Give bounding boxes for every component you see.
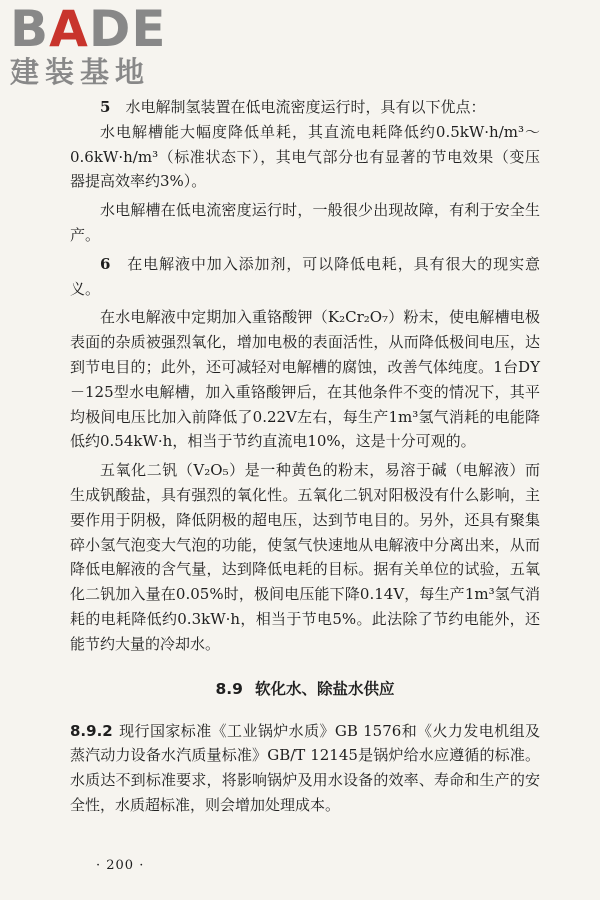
- paragraph-item-5: 5 水电解制氢装置在低电流密度运行时，具有以下优点：: [100, 98, 486, 116]
- paragraph: 水电解槽在低电流密度运行时，一般很少出现故障，有利于安全生产。: [70, 201, 540, 244]
- page-body: [70, 95, 540, 818]
- clause-paragraph: 8.9.2 现行国家标准《工业锅炉水质》GB 1576和《火力发电机组及蒸汽动力设备水汽质量标准》GB/T 12145是锅炉给水应遵循的标准。水质达不到标准要求，将影响锅炉及用水设备的效率、寿命和生产的安全性，水质超标准，则会增加处理成本。: [70, 721, 540, 814]
- section-heading: 8.9 软化水、除盐水供应: [215, 679, 395, 698]
- logo-wordmark: BADE: [10, 0, 167, 58]
- clause-number: 8.9.2: [70, 721, 113, 740]
- paragraph: 在水电解液中定期加入重铬酸钾（K₂Cr₂O₇）粉末，使电解槽电极表面的杂质被强烈氧化，增加电极的表面活性，从而降低极间电压，达到节电目的；此外，还可减轻对电解槽的腐蚀，改善气体纯度。1台DY－125型水电解槽，加入重铬酸钾后，在其他条件不变的情况下，其平均极间电压比加入前降低了0.22V左右，每生产1m³氢气消耗的电能降低约0.54kW·h，相当于节约直流电10%，这是十分可观的。: [70, 308, 540, 451]
- logo-subtitle: 建装基地: [10, 55, 151, 89]
- paragraph: 水电解槽能大幅度降低单耗，其直流电耗降低约0.5kW·h/m³～0.6kW·h/m³（标准状态下），其电气部分也有显著的节电效果（变压器提高效率约3%）。: [70, 122, 540, 191]
- item-number: 5: [100, 98, 111, 116]
- brand-logo: [10, 0, 180, 89]
- item-number: 6: [100, 254, 111, 273]
- paragraph: 五氧化二钒（V₂O₅）是一种黄色的粉末，易溶于碱（电解液）而生成钒酸盐，具有强烈的氧化性。五氧化二钒对阳极没有什么影响，主要作用于阴极，降低阴极的超电压，达到节电目的。另外，还具有聚集碎小氢气泡变大气泡的功能，使氢气快速地从电解液中分离出来，从而降低电解液的含气量，达到降低电耗的目标。据有关单位的试验，五氧化二钒加入量在0.05%时，极间电压能下降0.14V，每生产1m³氢气消耗的电耗降低约0.3kW·h，相当于节电5%。此法除了节约电能外，还能节约大量的冷却水。: [70, 461, 540, 653]
- paragraph-item-6: 6 在电解液中加入添加剂，可以降低电耗，具有很大的现实意义。: [70, 254, 540, 298]
- page-number: · 200 ·: [96, 858, 145, 873]
